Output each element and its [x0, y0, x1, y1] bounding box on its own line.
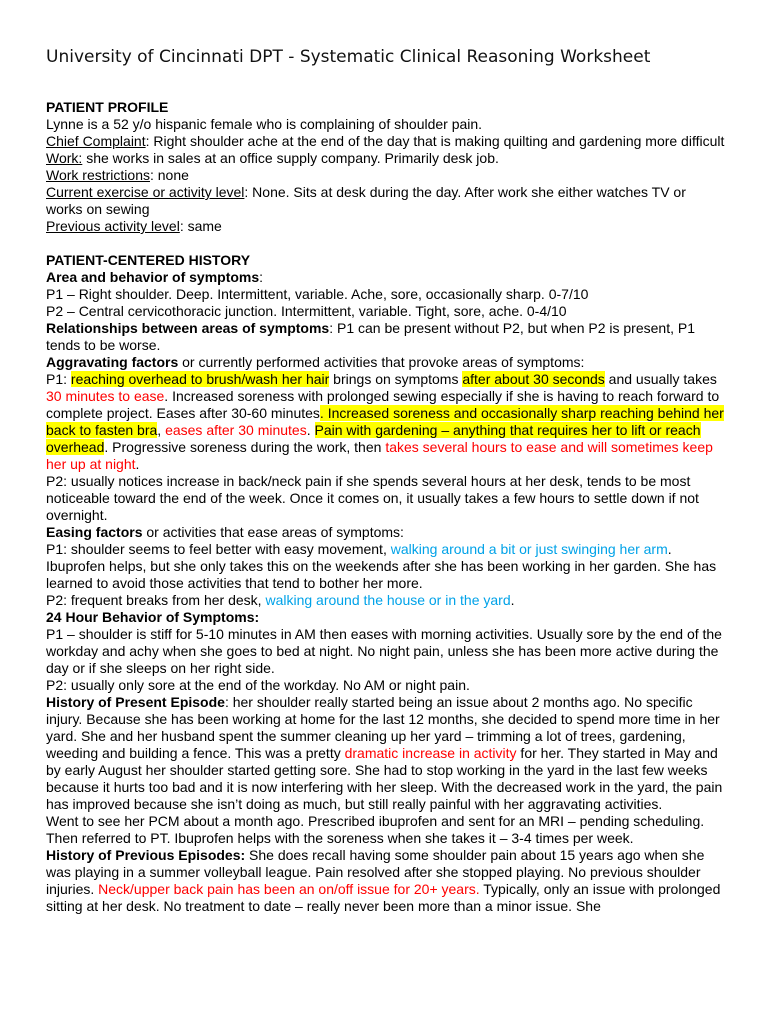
current-exercise: [46, 184, 726, 218]
profile-intro: Lynne is a 52 y/o hispanic female who is complaining of shoulder pain.: [46, 116, 483, 132]
highlight: Pain with gardening – anything that requires her to lift or reach overhead: [46, 422, 701, 455]
chief-complaint: [46, 133, 726, 150]
red-text: takes several hours to ease and will sometimes keep her up at night: [46, 439, 713, 472]
red-text: dramatic increase in activity: [344, 745, 517, 761]
history-present-episode: History of Present Episode: her shoulder really started being an issue about 2 months ago. No specific injury. Because she has been working at home for the last 12 months, she decided to spend more time in her yard. She and her husband spent the summer cleaning up her yard – trimming a lot of trees, gardening, weeding and building a fence. This was a pretty dramatic increase in activity for her. They started in May and by early August her shoulder started getting sore. She had to stop working in the yard in the last few weeks because it hurts too bad and it is now interfering with her sleep. With the decreased work in the yard, the pain has improved because she isn’t doing as much, but still really painful with her aggravating activities.: [46, 694, 723, 812]
field-label: Chief Complaint: [46, 133, 146, 149]
red-text: eases after 30 minutes: [165, 422, 307, 438]
field-value: : Right shoulder ache at the end of the day that is making quilting and gardening more difficult: [145, 133, 725, 149]
relationships: Relationships between areas of symptoms: P1 can be present without P2, but when P2 is present, P1 tends to be worse.: [46, 320, 695, 353]
section-heading-patient-profile: PATIENT PROFILE: [46, 99, 169, 115]
highlight: . Increased soreness and occasionally sharp reaching behind her back to fasten bra: [46, 405, 724, 438]
field-value: she works in sales at an office supply company. Primarily desk job.: [82, 150, 499, 166]
red-text: Neck/upper back pain has been an on/off issue for 20+ years.: [98, 881, 480, 897]
blue-text: walking around the house or in the yard: [265, 592, 511, 608]
field-label: Work restrictions: [46, 167, 150, 183]
symptom-p2: P2 – Central cervicothoracic junction. Intermittent, variable. Tight, sore, ache. 0-4/10: [46, 303, 567, 319]
field-label: Current exercise or activity level: [46, 184, 245, 200]
easing-p2: P2: frequent breaks from her desk, walking around the house or in the yard.: [46, 592, 515, 608]
work-restrictions: [46, 167, 726, 184]
blue-text: walking around a bit or just swinging her arm: [390, 541, 668, 557]
field-label: Work:: [46, 150, 83, 166]
area-behavior-heading: Area and behavior of symptoms:: [46, 269, 264, 285]
previous-activity: [46, 218, 726, 235]
hour24-p1: P1 – shoulder is stiff for 5-10 minutes in AM then eases with morning activities. Usually sore by the end of the workday and achy when she goes to bed at night. No night pain, unless she has been more active during the day or if she sleeps on her right side.: [46, 626, 722, 676]
field-label: Previous activity level: [46, 218, 180, 234]
aggravating-p2: P2: usually notices increase in back/neck pain if she spends several hours at her desk, tends to be most noticeable toward the end of the week. Once it comes on, it usually takes a few hours to settle down if not overnight.: [46, 473, 699, 523]
red-text: 30 minutes to ease: [46, 388, 165, 404]
work: [46, 150, 726, 167]
aggravating-p1: P1: reaching overhead to brush/wash her hair brings on symptoms after about 30 seconds and usually takes 30 minutes to ease. Increased soreness with prolonged sewing especially if she is having to reach forward to complete project. Eases after 30-60 minutes. Increased soreness and occasionally sharp reaching behind her back to fasten bra, eases after 30 minutes. Pain with gardening – anything that requires her to lift or reach overhead. Progressive soreness during the work, then takes several hours to ease and will sometimes keep her up at night.: [46, 371, 724, 472]
field-value: : None. Sits at desk during the day. After work she either watches TV or works on sewing: [46, 184, 686, 217]
field-value: : same: [179, 218, 222, 234]
section-heading-patient-centered-history: PATIENT-CENTERED HISTORY: [46, 252, 251, 268]
aggravating-heading: Aggravating factors or currently performed activities that provoke areas of symptoms:: [46, 354, 585, 370]
easing-heading: Easing factors or activities that ease areas of symptoms:: [46, 524, 404, 540]
easing-p1: P1: shoulder seems to feel better with easy movement, walking around a bit or just swinging her arm. Ibuprofen helps, but she only takes this on the weekends after she has been working in her garden. She has learned to avoid those activities that tend to bother her more.: [46, 541, 717, 591]
hour24-heading: 24 Hour Behavior of Symptoms:: [46, 609, 260, 625]
symptom-p1: P1 – Right shoulder. Deep. Intermittent, variable. Ache, sore, occasionally sharp. 0-7/10: [46, 286, 589, 302]
hour24-p2: P2: usually only sore at the end of the workday. No AM or night pain.: [46, 677, 470, 693]
history-previous-episodes: History of Previous Episodes: She does recall having some shoulder pain about 15 years ago when she was playing in a summer volleyball league. Pain resolved after she stopped playing. No previous shoulder injuries. Neck/upper back pain has been an on/off issue for 20+ years. Typically, only an issue with prolonged sitting at her desk. No treatment to date – really never been more than a minor issue. She: [46, 847, 721, 914]
highlight: reaching overhead to brush/wash her hair: [70, 371, 330, 387]
document-page: [46, 46, 726, 915]
field-value: : none: [149, 167, 189, 183]
page-title: University of Cincinnati DPT - Systematic Clinical Reasoning Worksheet: [46, 47, 651, 67]
highlight: after about 30 seconds: [462, 371, 605, 387]
history-present-episode-2: Went to see her PCM about a month ago. Prescribed ibuprofen and sent for an MRI – pending scheduling. Then referred to PT. Ibuprofen helps with the soreness when she takes it – 3-4 times per week.: [46, 813, 705, 846]
